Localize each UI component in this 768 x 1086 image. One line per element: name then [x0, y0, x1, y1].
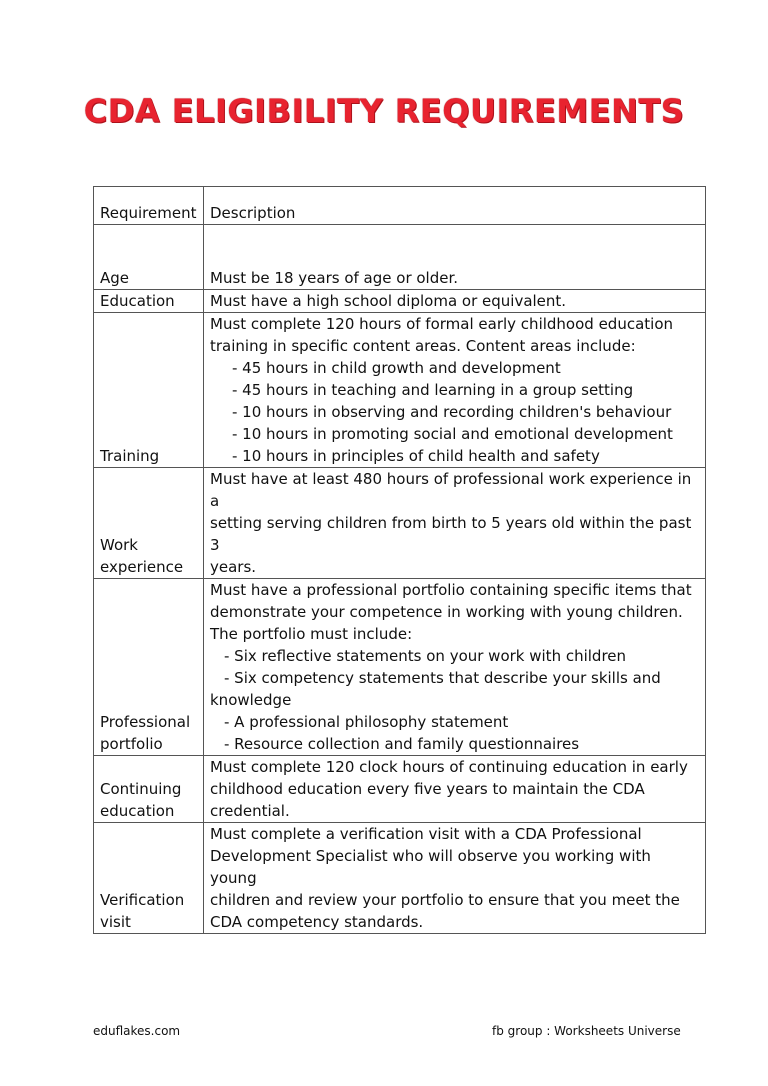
requirement-cell: Education: [94, 290, 204, 313]
bullet-item: - Six reflective statements on your work with children: [224, 647, 627, 665]
requirement-cell: Age: [94, 225, 204, 290]
description-line: Must have a professional portfolio containing specific items that: [210, 581, 692, 599]
requirement-cell: Continuing education: [94, 756, 204, 823]
description-line: Must complete a verification visit with a CDA Professional: [210, 825, 642, 843]
footer-website: eduflakes.com: [93, 1024, 181, 1038]
description-cell: [204, 579, 706, 756]
table-row: [94, 756, 706, 823]
description-cell: [204, 823, 706, 934]
requirement-cell: Verification visit: [94, 823, 204, 934]
description-line: years.: [210, 558, 257, 576]
description-line: Must complete 120 clock hours of continuing education in early: [210, 758, 688, 776]
bullet-item: - 10 hours in promoting social and emotional development: [232, 425, 673, 443]
description-line: Must complete 120 hours of formal early childhood education: [210, 315, 674, 333]
header-description: Description: [204, 187, 706, 225]
requirement-cell: Work experience: [94, 468, 204, 579]
description-line: The portfolio must include:: [210, 625, 413, 643]
bullet-item: - 45 hours in teaching and learning in a group setting: [232, 381, 634, 399]
description-cell: [204, 468, 706, 579]
bullet-item: - 10 hours in observing and recording children's behaviour: [232, 403, 672, 421]
footer-group: fb group : Worksheets Universe: [492, 1024, 681, 1038]
header-requirement: Requirement: [94, 187, 204, 225]
description-line: children and review your portfolio to ensure that you meet the: [210, 891, 680, 909]
bullet-item: - A professional philosophy statement: [224, 713, 509, 731]
description-line: credential.: [210, 802, 290, 820]
table-row: [94, 313, 706, 468]
description-line: childhood education every five years to maintain the CDA: [210, 780, 645, 798]
description-line: Must have at least 480 hours of professional work experience in a: [210, 470, 692, 510]
requirements-table: [93, 186, 706, 934]
bullet-item: - 10 hours in principles of child health and safety: [232, 447, 600, 465]
description-line: demonstrate your competence in working with young children.: [210, 603, 683, 621]
description-line: CDA competency standards.: [210, 913, 424, 931]
description-line: knowledge: [210, 691, 292, 709]
page-title: CDA ELIGIBILITY REQUIREMENTS: [83, 92, 685, 130]
description-line: Must be 18 years of age or older.: [210, 269, 459, 287]
table-row: [94, 823, 706, 934]
description-cell: [204, 225, 706, 290]
description-cell: [204, 290, 706, 313]
table-row: [94, 290, 706, 313]
bullet-item: - Six competency statements that describe your skills and: [224, 669, 661, 687]
description-line: Development Specialist who will observe you working with young: [210, 847, 651, 887]
description-line: setting serving children from birth to 5 years old within the past 3: [210, 514, 692, 554]
table-row: [94, 225, 706, 290]
description-line: Must have a high school diploma or equivalent.: [210, 292, 567, 310]
bullet-item: - 45 hours in child growth and development: [232, 359, 561, 377]
table-row: [94, 468, 706, 579]
description-line: training in specific content areas. Content areas include:: [210, 337, 636, 355]
bullet-item: - Resource collection and family questionnaires: [224, 735, 580, 753]
table-header-row: [94, 187, 706, 225]
requirement-cell: Professional portfolio: [94, 579, 204, 756]
description-cell: [204, 313, 706, 468]
requirement-cell: Training: [94, 313, 204, 468]
table-row: [94, 579, 706, 756]
description-cell: [204, 756, 706, 823]
